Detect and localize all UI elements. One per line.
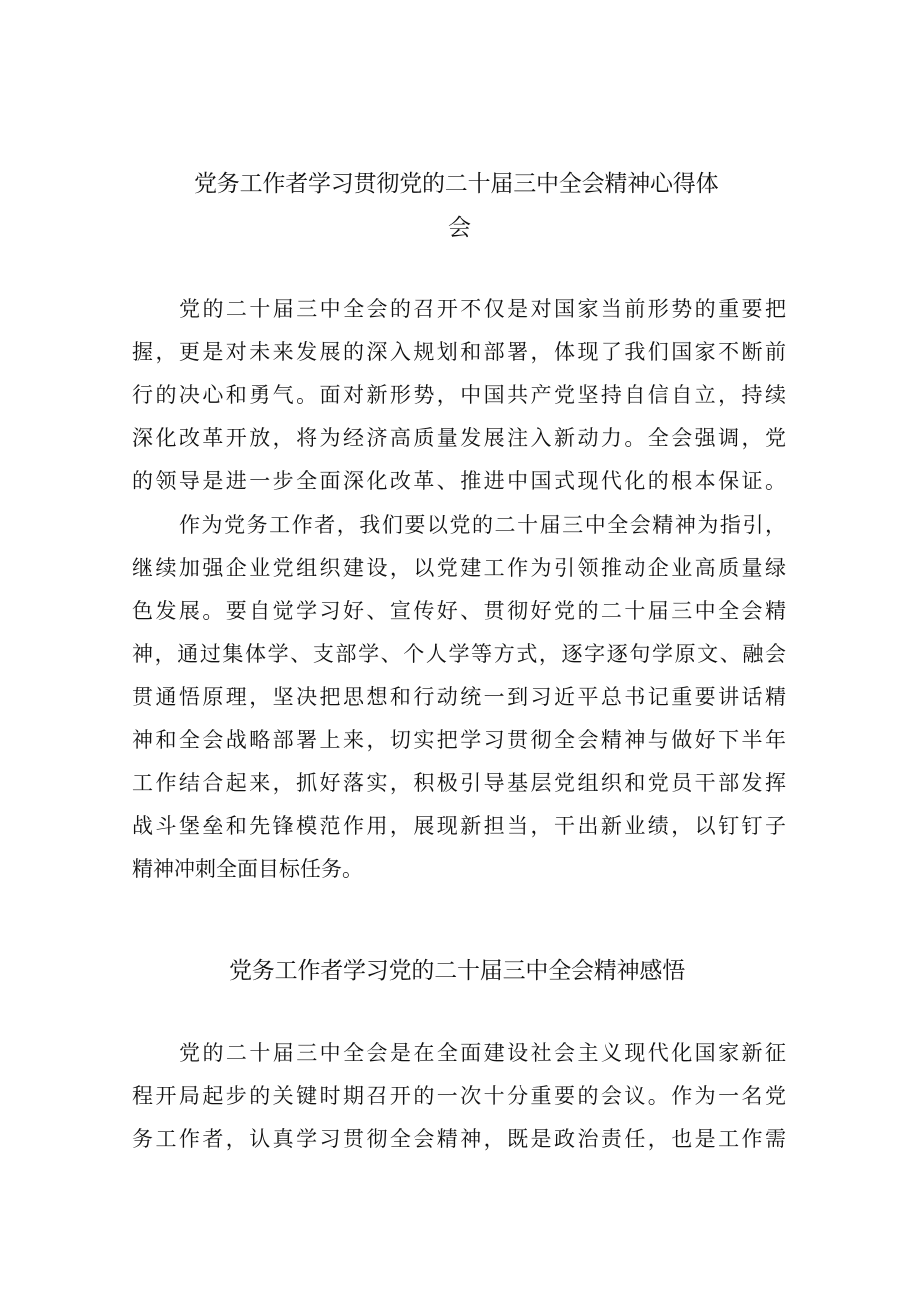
text-line: 战斗堡垒和先锋模范作用，展现新担当，干出新业绩，以钉钉子: [132, 814, 789, 838]
section2-title: 党务工作者学习党的二十届三中全会精神感悟: [229, 958, 686, 984]
text-line: 党的二十届三中全会的召开不仅是对国家当前形势的重要把: [179, 297, 789, 321]
text-line: 程开局起步的关键时期召开的一次十分重要的会议。作为一名党: [132, 1084, 789, 1108]
text-line: 深化改革开放，将为经济高质量发展注入新动力。全会强调，党: [132, 426, 789, 450]
section1-title-line2: 会: [448, 215, 471, 241]
text-line: 行的决心和勇气。面对新形势，中国共产党坚持自信自立，持续: [132, 383, 789, 407]
text-line: 继续加强企业党组织建设，以党建工作为引领推动企业高质量绿: [132, 556, 789, 580]
text-line: 的领导是进一步全面深化改革、推进中国式现代化的根本保证。: [132, 469, 789, 493]
text-line: 握，更是对未来发展的深入规划和部署，体现了我们国家不断前: [132, 340, 789, 364]
text-line: 神，通过集体学、支部学、个人学等方式，逐字逐句学原文、融会: [132, 642, 788, 666]
text-line: 作为党务工作者，我们要以党的二十届三中全会精神为指引，: [179, 513, 788, 537]
text-line: 党的二十届三中全会是在全面建设社会主义现代化国家新征: [179, 1041, 789, 1065]
text-line: 神和全会战略部署上来，切实把学习贯彻全会精神与做好下半年: [132, 728, 789, 752]
text-line: 工作结合起来，抓好落实，积极引导基层党组织和党员干部发挥: [132, 771, 789, 795]
text-line: 务工作者，认真学习贯彻全会精神，既是政治责任，也是工作需: [132, 1127, 789, 1151]
text-line: 色发展。要自觉学习好、宣传好、贯彻好党的二十届三中全会精: [132, 599, 789, 623]
section1-title-line1: 党务工作者学习贯彻党的二十届三中全会精神心得体: [194, 171, 719, 197]
text-line: 贯通悟原理，坚决把思想和行动统一到习近平总书记重要讲话精: [132, 685, 789, 709]
text-line: 精神冲刺全面目标任务。: [132, 857, 363, 881]
